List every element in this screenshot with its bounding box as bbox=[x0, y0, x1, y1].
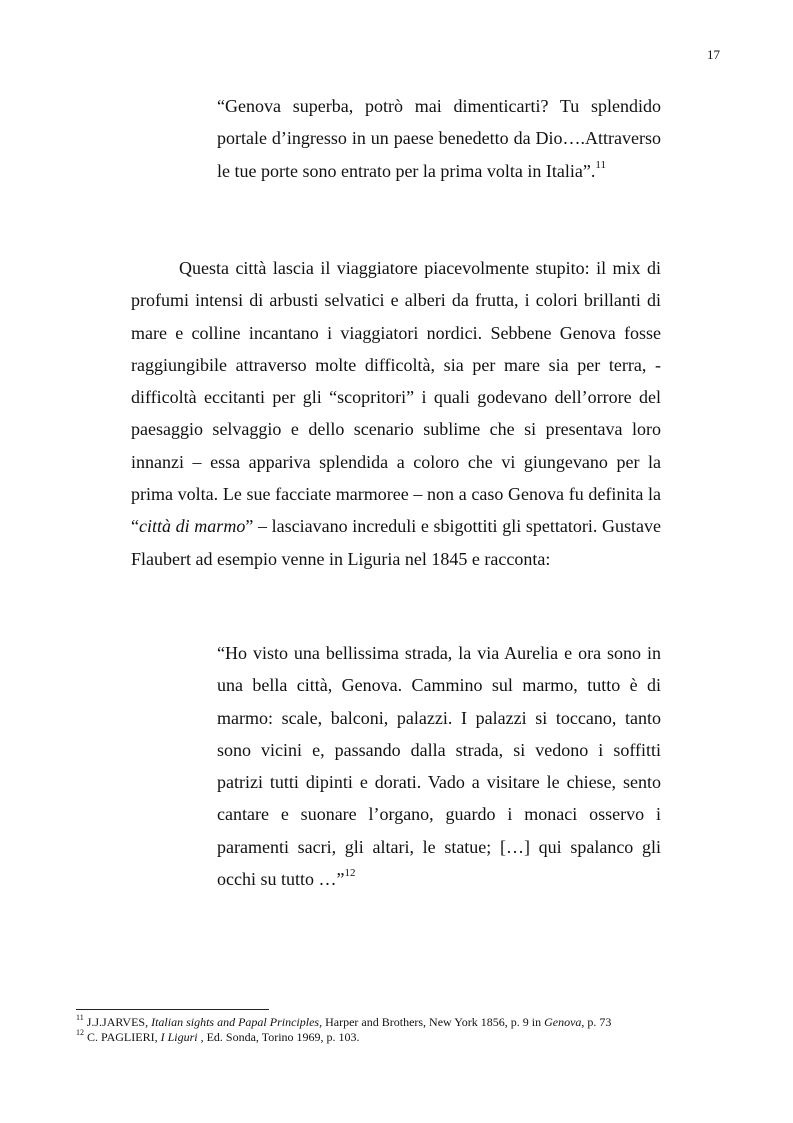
footnote-separator bbox=[76, 1009, 269, 1010]
footnote-11 bbox=[76, 1015, 716, 1030]
paragraph-text-part2: ” – lasciavano increduli e sbigottiti gli spettatori. Gustave Flaubert ad esempio venne in Liguria nel 1845 e racconta: bbox=[131, 516, 661, 569]
paragraph-emphasis: città di marmo bbox=[139, 516, 246, 537]
quote-text: “Ho visto una bellissima strada, la via Aurelia e ora sono in una bella città, Genova. Cammino sul marmo, tutto è di marmo: scale, balconi, palazzi. I palazzi si toccano, tanto sono vicini e, passando dalla strada, si vedono i soffitti patrizi tutti dipinti e dorati. Vado a visitare le chiese, sento cantare e suonare l’organo, guardo i monaci osservo i paramenti sacri, gli altari, le statue; […] qui spalanco gli occhi su tutto …” bbox=[217, 643, 661, 890]
block-quote-flaubert bbox=[217, 637, 661, 895]
footnote-number: 11 bbox=[76, 1013, 84, 1022]
footnote-ref-11: 11 bbox=[595, 158, 606, 171]
body-paragraph bbox=[131, 252, 661, 575]
block-quote-genova bbox=[217, 90, 661, 187]
footnote-publisher: , Harper and Brothers, New York 1856, p. 9 in bbox=[319, 1015, 545, 1029]
footnote-title: Italian sights and Papal Principles bbox=[151, 1015, 320, 1029]
footnote-number: 12 bbox=[76, 1028, 84, 1037]
footnote-publisher: , Ed. Sonda, Torino 1969, p. 103. bbox=[197, 1030, 360, 1044]
footnote-12 bbox=[76, 1030, 716, 1045]
footnote-author: J.J.JARVES, bbox=[86, 1015, 152, 1029]
footnote-source-title: Genova bbox=[544, 1015, 582, 1029]
page-number: 17 bbox=[707, 47, 720, 62]
quote-text: “Genova superba, potrò mai dimenticarti? Tu splendido portale d’ingresso in un paese benedetto da Dio….Attraverso le tue porte sono entrato per la prima volta in Italia”. bbox=[217, 96, 661, 181]
footnotes bbox=[76, 1015, 716, 1045]
footnote-title: I Liguri bbox=[160, 1030, 198, 1044]
footnote-page: , p. 73 bbox=[581, 1015, 612, 1029]
footnote-author: C. PAGLIERI, bbox=[87, 1030, 161, 1044]
footnote-ref-12: 12 bbox=[344, 867, 356, 880]
paragraph-text-part1: Questa città lascia il viaggiatore piacevolmente stupito: il mix di profumi intensi di arbusti selvatici e alberi da frutta, i colori brillanti di mare e colline incantano i viaggiatori nordici. Sebbene Genova fosse raggiungibile attraverso molte difficoltà, sia per mare sia per terra, - difficoltà eccitanti per gli “scopritori” i quali godevano dell’orrore del paesaggio selvaggio e dello scenario sublime che si presentava loro innanzi – essa appariva splendida a coloro che vi giungevano per la prima volta. Le sue facciate marmoree – non a caso Genova fu definita la “ bbox=[131, 258, 661, 537]
